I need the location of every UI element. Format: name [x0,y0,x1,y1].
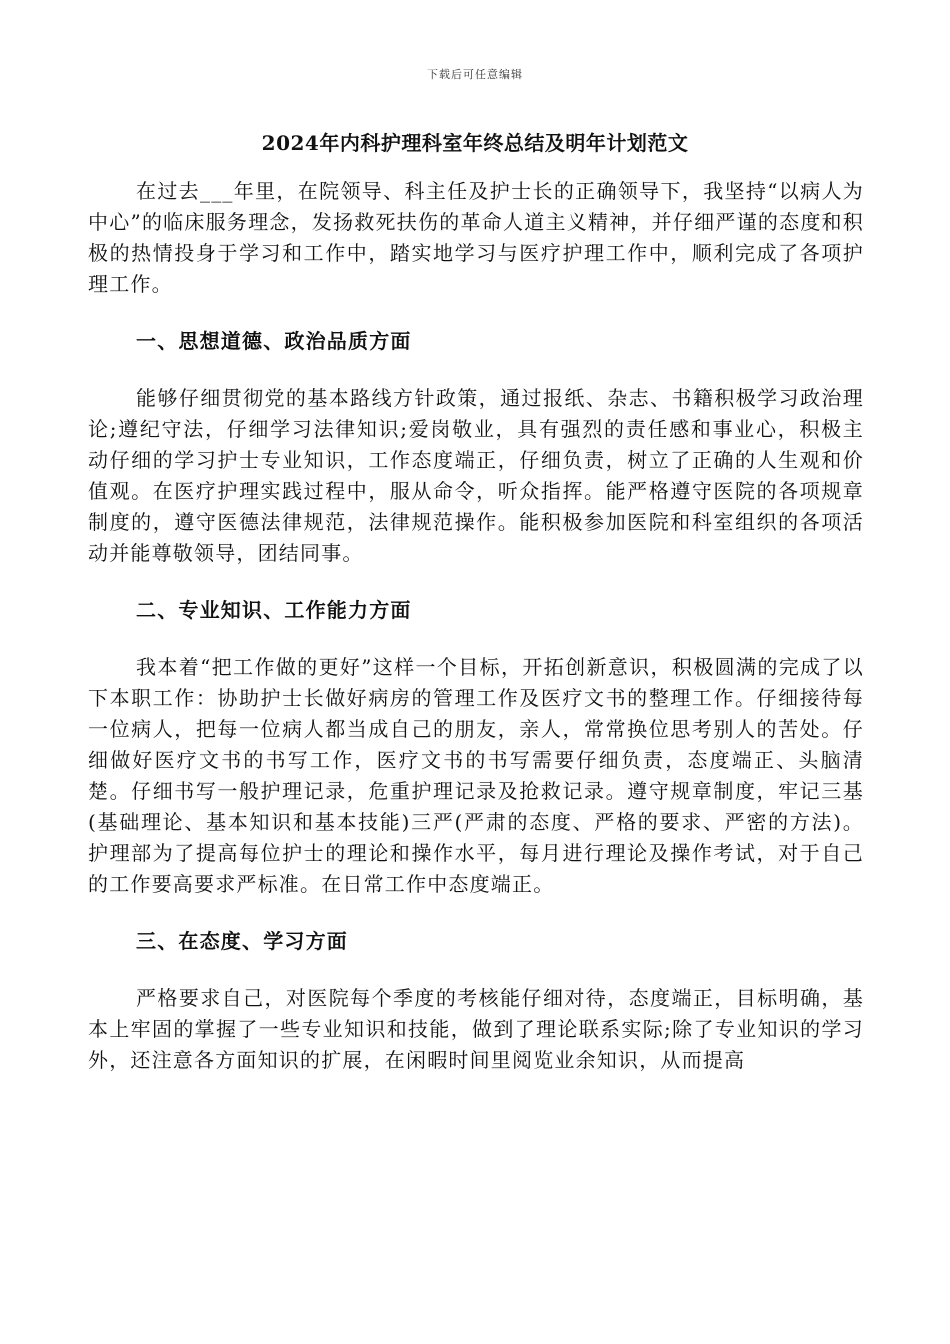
document-body [88,176,864,1102]
section-3-heading: 三、在态度、学习方面 [136,929,348,953]
header-note: 下载后可任意编辑 [427,68,523,81]
document-title: 2024年内科护理科室年终总结及明年计划范文 [261,131,689,155]
section-1-heading: 一、思想道德、政治品质方面 [136,329,412,353]
section-1-paragraph: 能够仔细贯彻党的基本路线方针政策，通过报纸、杂志、书籍积极学习政治理论;遵纪守法，仔细学习法律知识;爱岗敬业，具有强烈的责任感和事业心，积极主动仔细的学习护士专业知识，工作态度端正，仔细负责，树立了正确的人生观和价值观。在医疗护理实践过程中，服从命令，听众指挥。能严格遵守医院的各项规章制度的，遵守医德法律规范，法律规范操作。能积极参加医院和科室组织的各项活动并能尊敬领导，团结同事。 [88,386,864,565]
section-2-heading: 二、专业知识、工作能力方面 [136,598,412,622]
section-3-paragraph: 严格要求自己，对医院每个季度的考核能仔细对待，态度端正，目标明确，基本上牢固的掌握了一些专业知识和技能，做到了理论联系实际;除了专业知识的学习外，还注意各方面知识的扩展，在闲暇时间里阅览业余知识，从而提高 [88,986,864,1072]
section-2-paragraph: 我本着“把工作做的更好”这样一个目标，开拓创新意识，积极圆满的完成了以下本职工作：协助护士长做好病房的管理工作及医疗文书的整理工作。仔细接待每一位病人，把每一位病人都当成自己的朋友，亲人，常常换位思考别人的苦处。仔细做好医疗文书的书写工作，医疗文书的书写需要仔细负责，态度端正、头脑清楚。仔细书写一般护理记录，危重护理记录及抢救记录。遵守规章制度，牢记三基(基础理论、基本知识和基本技能)三严(严肃的态度、严格的要求、严密的方法)。护理部为了提高每位护士的理论和操作水平，每月进行理论及操作考试，对于自己的工作要高要求严标准。在日常工作中态度端正。 [88,655,864,896]
intro-paragraph: 在过去___年里，在院领导、科主任及护士长的正确领导下，我坚持“以病人为中心”的临床服务理念，发扬救死扶伤的革命人道主义精神，并仔细严谨的态度和积极的热情投身于学习和工作中，踏实地学习与医疗护理工作中，顺利完成了各项护理工作。 [88,179,864,296]
